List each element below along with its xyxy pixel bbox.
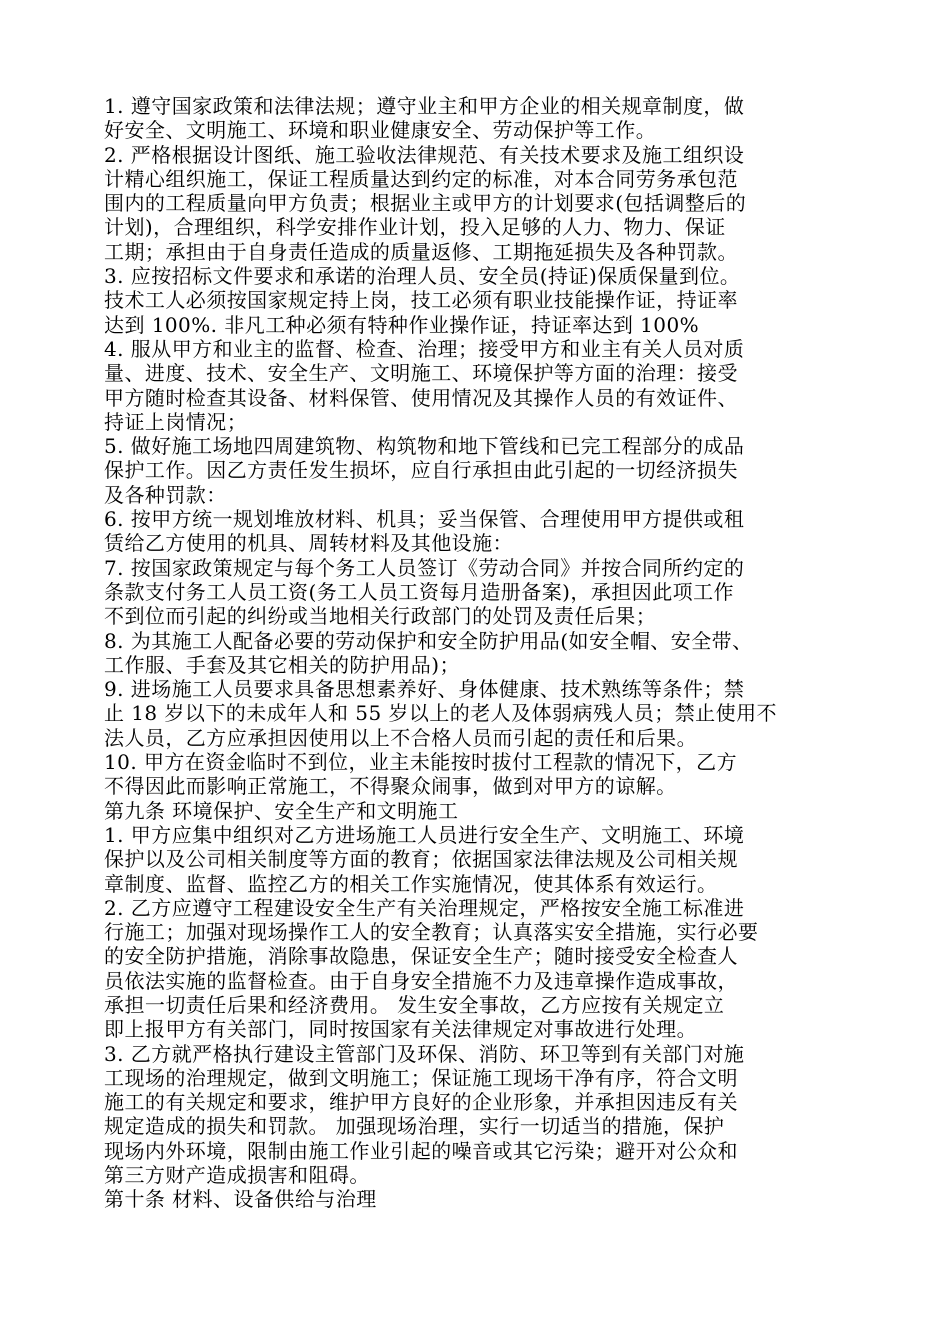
text-line: 好安全、文明施工、环境和职业健康安全、劳动保护等工作。 (104, 118, 657, 143)
text-line: 量、进度、技术、安全生产、文明施工、环境保护等方面的治理：接受 (104, 361, 738, 386)
text-line: 条款支付务工人员工资(务工人员工资每月造册备案)，承担因此项工作 (104, 579, 735, 604)
text-line: 不得因此而影响正常施工，不得聚众闹事，做到对甲方的谅解。 (104, 774, 677, 799)
text-line: 9. 进场施工人员要求具备思想素养好、身体健康、技术熟练等条件；禁 (104, 677, 745, 702)
text-line: 即上报甲方有关部门，同时按国家有关法律规定对事故进行处理。 (104, 1017, 698, 1042)
text-line: 保护工作。因乙方责任发生损坏，应自行承担由此引起的一切经济损失 (104, 458, 738, 483)
text-line: 法人员，乙方应承担因使用以上不合格人员而引起的责任和后果。 (104, 725, 698, 750)
text-line: 达到 100%. 非凡工种必须有特种作业操作证，持证率达到 100% (104, 312, 700, 337)
section-heading: 第九条 环境保护、安全生产和文明施工 (104, 798, 459, 823)
section-heading: 第十条 材料、设备供给与治理 (104, 1187, 377, 1212)
text-line: 3. 乙方就严格执行建设主管部门及环保、消防、环卫等到有关部门对施 (104, 1041, 745, 1066)
text-line: 2. 严格根据设计图纸、施工验收法律规范、有关技术要求及施工组织设 (104, 142, 745, 167)
text-line: 第三方财产造成损害和阻碍。 (104, 1163, 370, 1188)
text-line: 围内的工程质量向甲方负责；根据业主或甲方的计划要求(包括调整后的 (104, 191, 747, 216)
text-line: 2. 乙方应遵守工程建设安全生产有关治理规定，严格按安全施工标准进 (104, 895, 745, 920)
text-line: 不到位而引起的纠纷或当地相关行政部门的处罚及责任后果； (104, 604, 657, 629)
text-line: 1. 遵守国家政策和法律法规；遵守业主和甲方企业的相关规章制度，做 (104, 94, 745, 118)
text-line: 施工的有关规定和要求，维护甲方良好的企业形象，并承担因违反有关 (104, 1090, 738, 1115)
text-line: 1. 甲方应集中组织对乙方进场施工人员进行安全生产、文明施工、环境 (104, 822, 745, 847)
text-line: 5. 做好施工场地四周建筑物、构筑物和地下管线和已完工程部分的成品 (104, 434, 745, 459)
text-line: 工期；承担由于自身责任造成的质量返修、工期拖延损失及各种罚款。 (104, 239, 738, 264)
text-line: 的安全防护措施，消除事故隐患，保证安全生产；随时接受安全检查人 (104, 944, 738, 969)
text-line: 10. 甲方在资金临时不到位，业主未能按时拔付工程款的情况下，乙方 (104, 750, 738, 775)
text-line: 7. 按国家政策规定与每个务工人员签订《劳动合同》并按合同所约定的 (104, 555, 745, 580)
text-line: 行施工；加强对现场操作工人的安全教育；认真落实安全措施，实行必要 (104, 920, 759, 945)
text-line: 及各种罚款： (104, 482, 227, 507)
text-line: 章制度、监督、监控乙方的相关工作实施情况，使其体系有效运行。 (104, 871, 718, 896)
text-line: 承担一切责任后果和经济费用。 发生安全事故，乙方应按有关规定立 (104, 992, 725, 1017)
text-line: 赁给乙方使用的机具、周转材料及其他设施： (104, 531, 513, 556)
text-line: 持证上岗情况； (104, 409, 248, 434)
text-line: 计划)，合理组织，科学安排作业计划，投入足够的人力、物力、保证 (104, 215, 726, 240)
text-line: 计精心组织施工，保证工程质量达到约定的标准，对本合同劳务承包范 (104, 166, 738, 191)
document-body (104, 94, 850, 1212)
text-line: 6. 按甲方统一规划堆放材料、机具；妥当保管、合理使用甲方提供或租 (104, 507, 745, 532)
text-line: 止 18 岁以下的未成年人和 55 岁以上的老人及体弱病残人员；禁止使用不 (104, 701, 777, 726)
text-line: 工作服、手套及其它相关的防护用品)； (104, 652, 460, 677)
text-line: 现场内外环境，限制由施工作业引起的噪音或其它污染；避开对公众和 (104, 1138, 738, 1163)
text-line: 规定造成的损失和罚款。 加强现场治理，实行一切适当的措施，保护 (104, 1114, 725, 1139)
text-line: 甲方随时检查其设备、材料保管、使用情况及其操作人员的有效证件、 (104, 385, 738, 410)
text-line: 技术工人必须按国家规定持上岗，技工必须有职业技能操作证，持证率 (104, 288, 738, 313)
text-line: 3. 应按招标文件要求和承诺的治理人员、安全员(持证)保质保量到位。 (104, 264, 741, 289)
text-line: 4. 服从甲方和业主的监督、检查、治理；接受甲方和业主有关人员对质 (104, 336, 745, 361)
text-line: 工现场的治理规定，做到文明施工；保证施工现场干净有序，符合文明 (104, 1065, 738, 1090)
text-line: 8. 为其施工人配备必要的劳动保护和安全防护用品(如安全帽、安全带、 (104, 628, 753, 653)
text-line: 保护以及公司相关制度等方面的教育；依据国家法律法规及公司相关规 (104, 847, 738, 872)
text-line: 员依法实施的监督检查。由于自身安全措施不力及违章操作造成事故， (104, 968, 738, 993)
